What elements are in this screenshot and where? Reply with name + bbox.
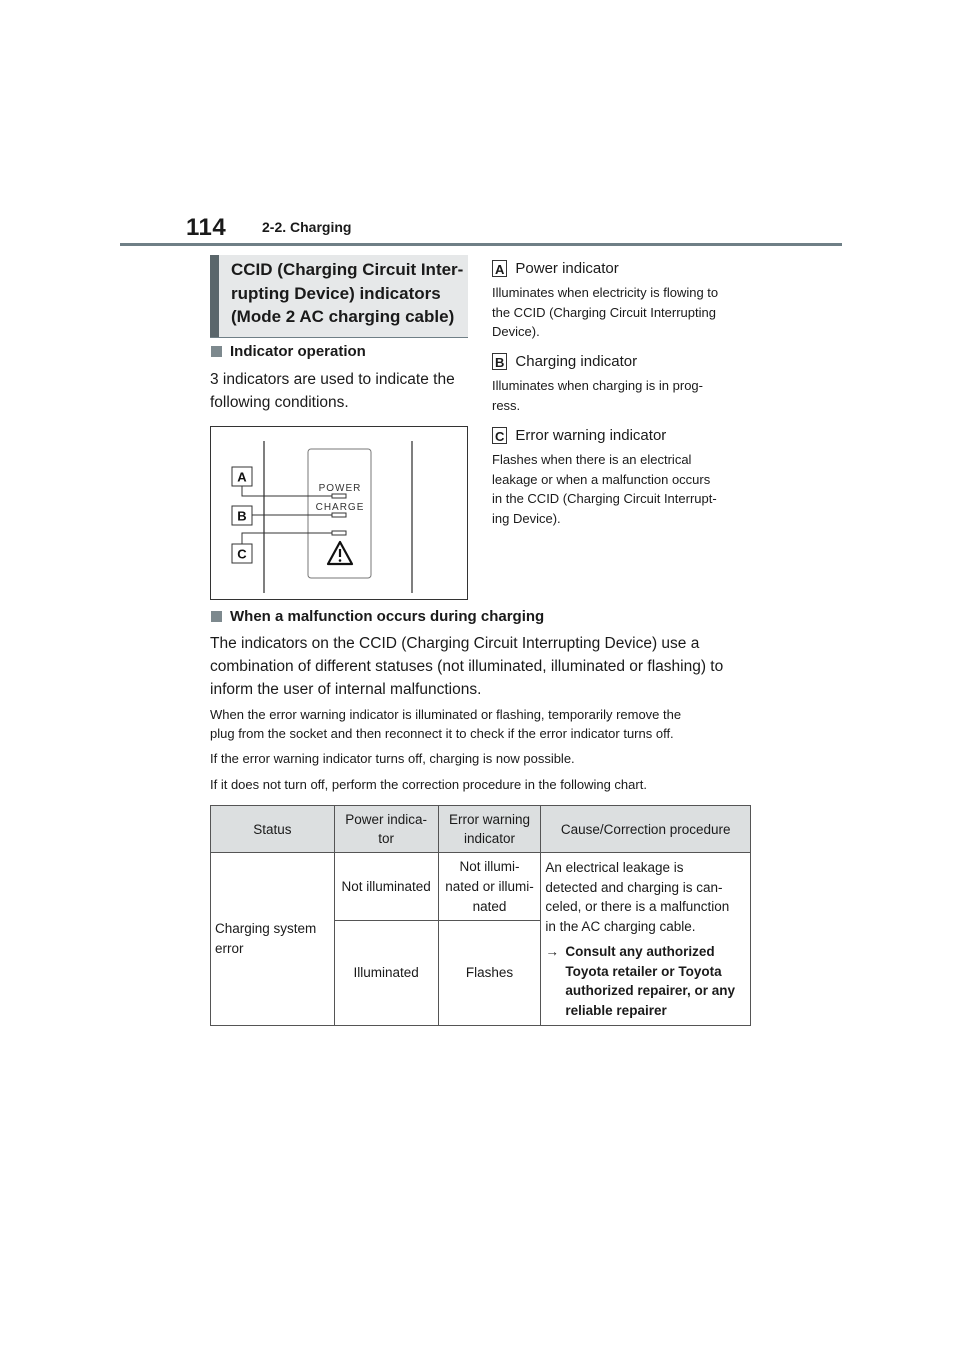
action-text: Consult any authorized Toyota retailer or Toyota authorized repairer, or any reliable repairer [565,944,735,1018]
table-row [211,853,751,921]
charge-led-icon [332,513,346,517]
indicator-a [492,260,752,342]
text-line: Illuminates when charging is in prog- [492,378,703,393]
text-line: 3 indicators are used to indicate the [210,371,455,388]
ccid-indicator-figure [210,426,468,600]
text-line: Flashes when there is an electrical [492,452,692,467]
status-cell: Charging system error [211,853,335,1026]
figure-label-c: C [237,546,247,562]
malfunction-note-1 [210,706,755,743]
error-cell: Flashes [438,921,541,1026]
malfunction-note-2: If the error warning indicator turns off, charging is now possible. [210,751,575,766]
indicator-operation-heading [211,343,366,360]
cause-correction-cell [541,853,751,1026]
figure-label-b: B [237,508,247,524]
topic-title-box [210,255,468,337]
power-label: POWER [318,483,362,494]
text-line: plug from the socket and then reconnect it to check if the error indicator turns off. [210,725,674,741]
label-c: C [492,427,507,444]
indicator-operation-text [210,368,455,414]
title-underline [210,337,468,338]
text-line: following conditions. [210,394,349,411]
text-line: ing Device). [492,510,561,526]
indicator-c [492,427,752,528]
heading-text: When a malfunction occurs during charging [230,608,545,625]
power-cell: Not illuminated [334,853,438,921]
square-bullet-icon [211,611,222,622]
label-a: A [492,260,507,277]
page-number: 114 [186,214,227,241]
section-title: 2-2. Charging [262,219,352,235]
text-line: Device). [492,324,540,339]
heading-text: Indicator operation [230,343,366,360]
text-line: Illuminates when electricity is flowing to [492,285,719,300]
text-line: leakage or when a malfunction occurs [492,471,711,487]
indicator-b [492,353,752,415]
text-line: inform the user of internal malfunctions. [210,681,482,698]
power-cell: Illuminated [334,921,438,1026]
label-b: B [492,353,507,370]
indicator-a-desc [492,283,752,342]
topic-title-line: (Mode 2 AC charging cable) [231,307,455,326]
square-bullet-icon [211,346,222,357]
text-line: combination of different statuses (not illuminated, illuminated or flashing) to [210,658,724,675]
charge-label: CHARGE [315,502,365,513]
topic-title-line: rupting Device) indicators [231,283,441,303]
header-error-indicator: Error warning indicator [438,806,541,853]
header-power-indicator: Power indica- tor [334,806,438,853]
warning-triangle-icon [328,542,352,564]
indicator-b-title: Charging indicator [515,353,638,370]
cause-text: An electrical leakage is detected and charging is can- celed, or there is a malfunction in the AC charging cable. [545,860,730,934]
text-line: ress. [492,397,521,413]
text-line: When the error warning indicator is illuminated or flashing, temporarily remove the [210,707,682,722]
ccid-diagram [211,427,467,599]
error-led-icon [332,531,346,535]
malfunction-heading [211,608,544,625]
malfunction-note-3: If it does not turn off, perform the correction procedure in the following chart. [210,777,647,792]
header-cause: Cause/Correction procedure [541,806,751,853]
indicator-c-title: Error warning indicator [515,427,667,444]
malfunction-paragraph [210,632,755,701]
topic-title-line: CCID (Charging Circuit Inter- [231,260,464,279]
table-header-row [211,806,751,853]
power-led-icon [332,494,346,498]
header-divider [120,243,842,246]
error-cell: Not illumi- nated or illumi- nated [438,853,541,921]
text-line: the CCID (Charging Circuit Interrupting [492,304,716,320]
text-line: in the CCID (Charging Circuit Interrupt- [492,491,717,506]
correction-chart [210,805,751,1026]
figure-label-a: A [237,469,247,485]
arrow-right-icon: → [545,944,559,959]
indicator-b-desc [492,376,752,415]
correction-action [545,942,746,1020]
header-status: Status [211,806,335,853]
leader-line-c [242,533,332,544]
text-line: The indicators on the CCID (Charging Circuit Interrupting Device) use a [210,635,700,652]
indicator-c-desc [492,450,752,528]
indicator-a-title: Power indicator [515,260,619,277]
